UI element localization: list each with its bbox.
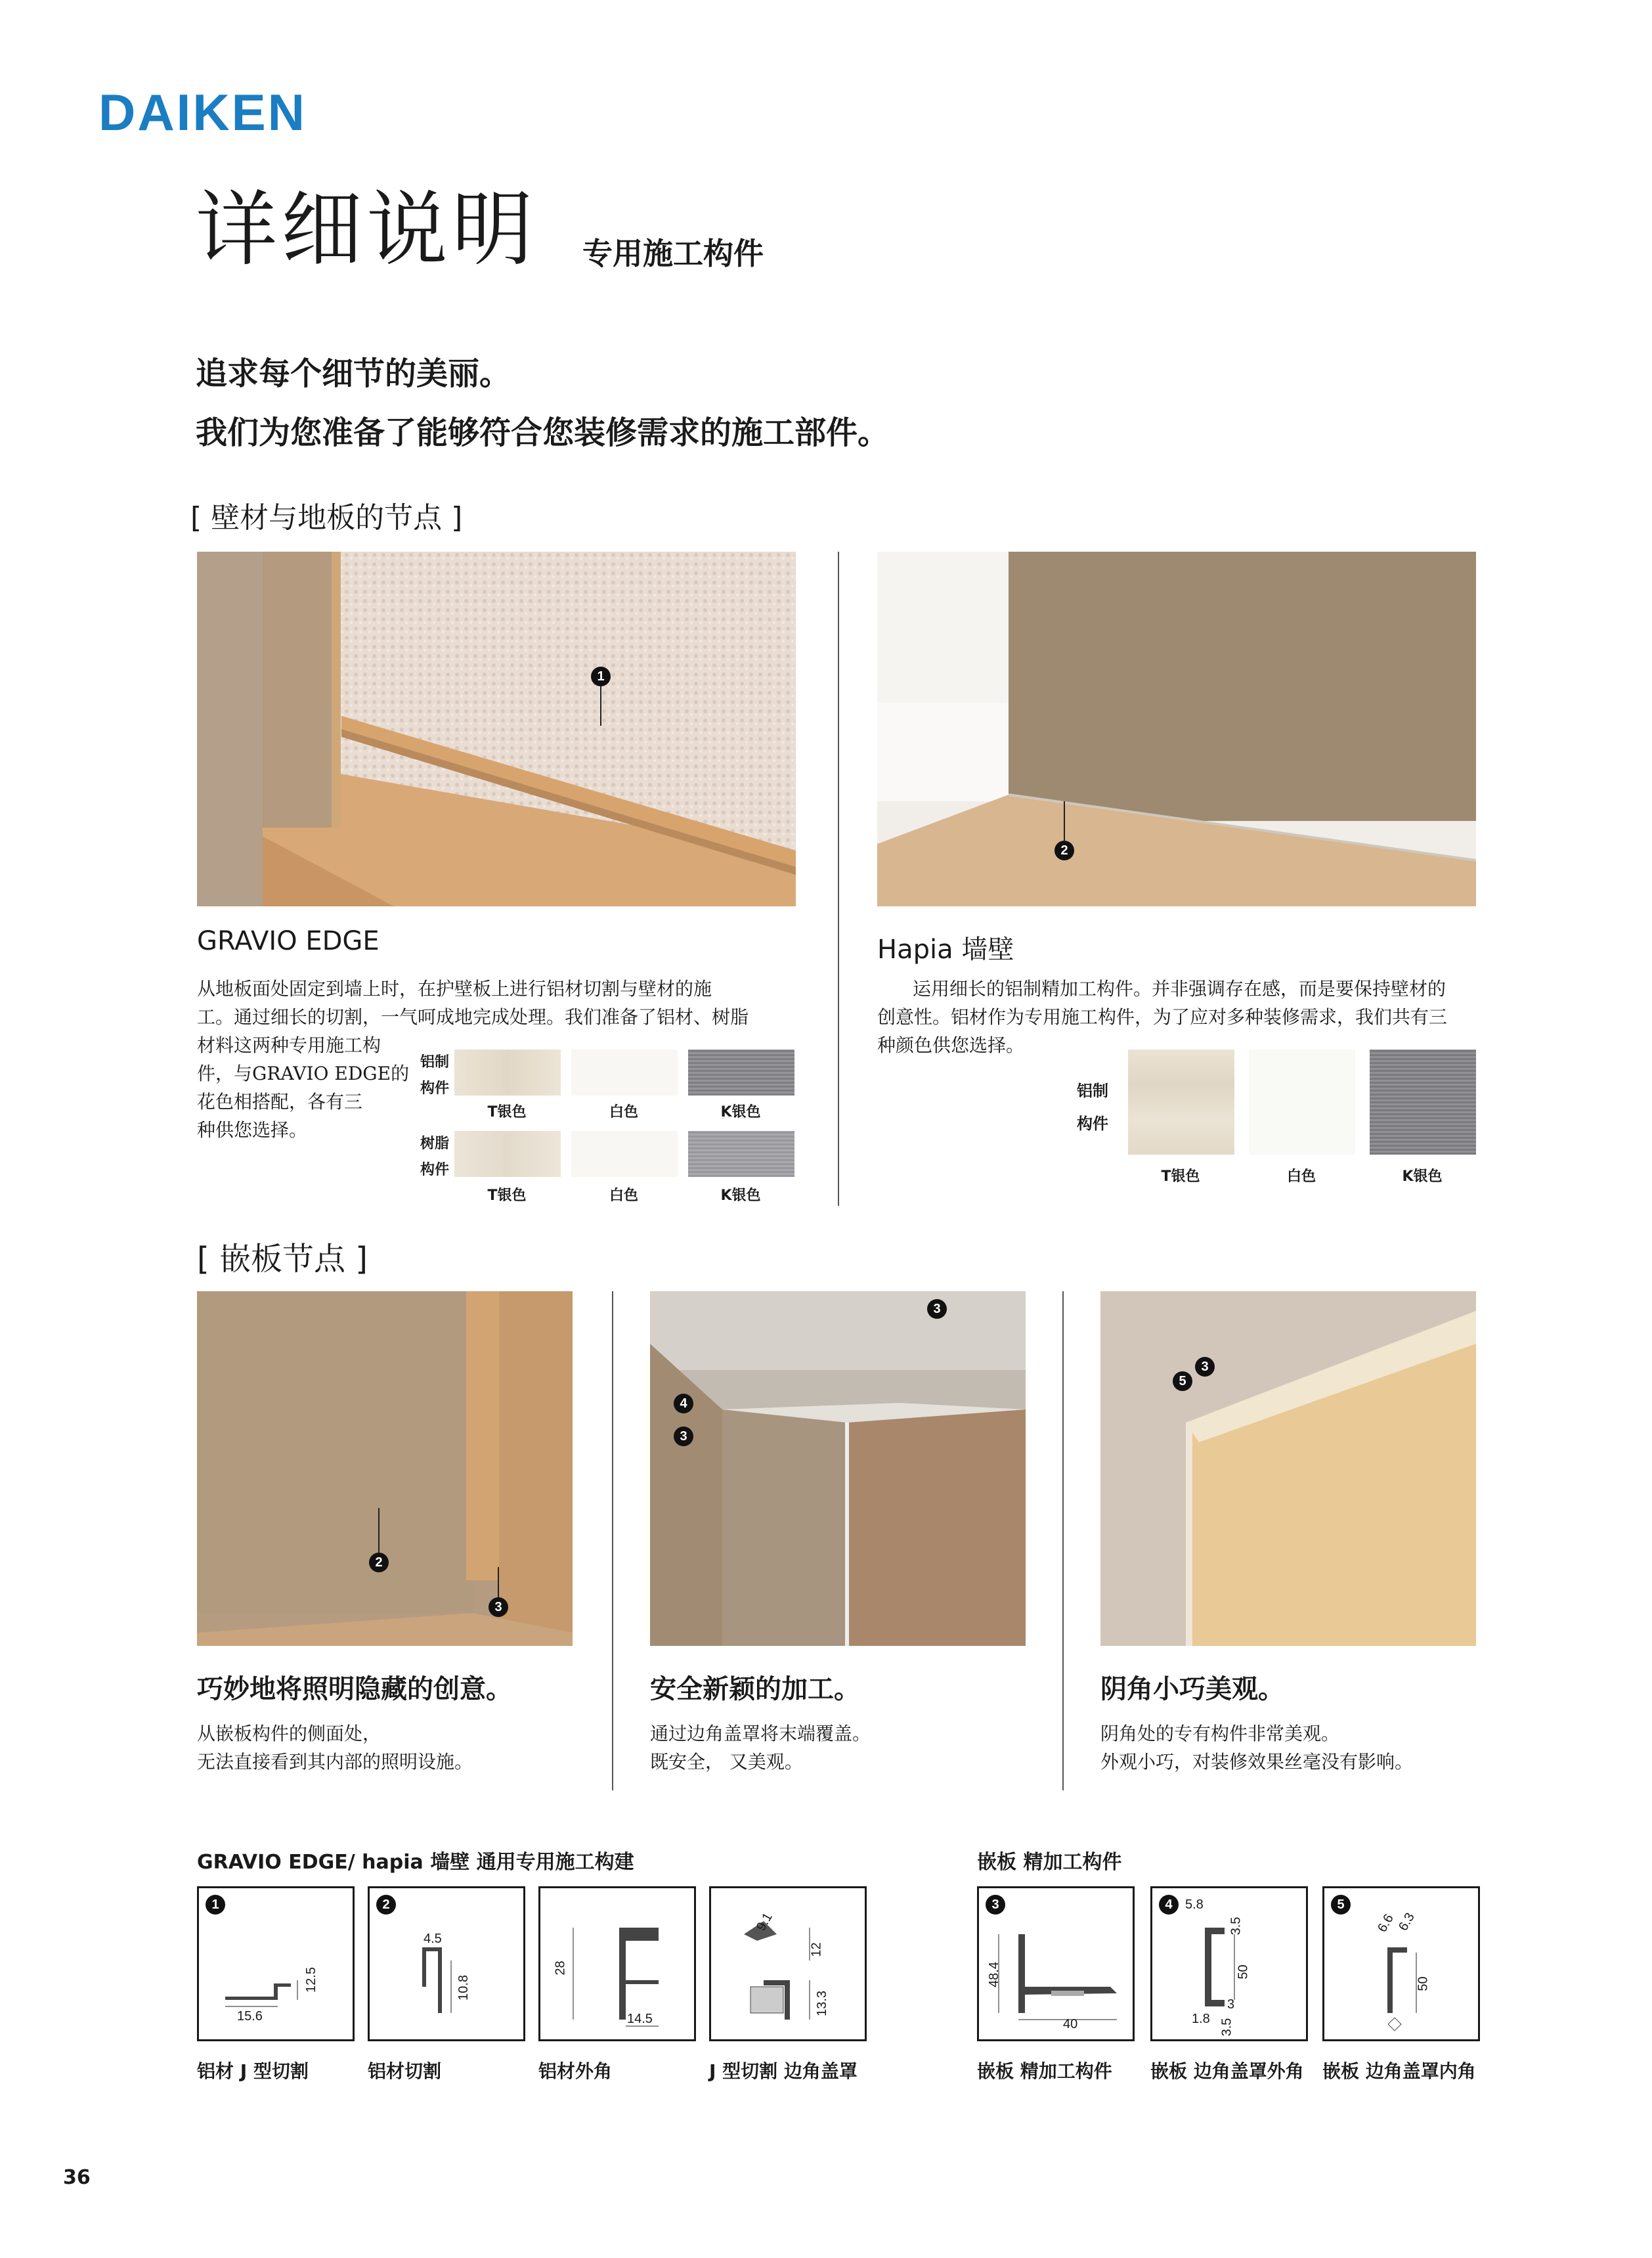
part-diagram-1 xyxy=(197,1886,355,2041)
gravio-edge-body-6: 种供您选择。 xyxy=(197,1119,308,1141)
part-label: J 型切割 边角盖罩 xyxy=(709,2060,858,2082)
swatch-t-silver xyxy=(454,1131,561,1177)
lead-line-2: 我们为您准备了能够符合您装修需求的施工部件。 xyxy=(196,414,890,451)
part-diagram-3 xyxy=(538,1886,696,2041)
dimension-label: 5.8 xyxy=(1185,1897,1204,1912)
swatch-label: T银色 xyxy=(487,1104,527,1120)
feature-text: 通过边角盖罩将末端覆盖。 xyxy=(650,1723,871,1744)
dimension-label: 50 xyxy=(1416,1976,1431,1991)
swatch-label: 白色 xyxy=(1286,1168,1316,1185)
part-diagram-2 xyxy=(368,1886,525,2041)
feature-title: 阴角小巧美观。 xyxy=(1100,1674,1284,1704)
page-number: 36 xyxy=(63,2166,91,2189)
dimension-label: 9.1 xyxy=(753,1910,775,1934)
swatch-white xyxy=(571,1131,678,1177)
part-diagram-5 xyxy=(977,1886,1135,2041)
swatch-label: 白色 xyxy=(609,1104,638,1120)
hapia-title: Hapia 墙壁 xyxy=(877,935,1014,965)
hapia-body-3: 种颜色供您选择。 xyxy=(877,1034,1025,1056)
part-diagram-6 xyxy=(1150,1886,1308,2041)
panel-inner-corner-photo xyxy=(1100,1291,1476,1646)
swatch-k-silver xyxy=(688,1131,794,1177)
swatch-label: K银色 xyxy=(1402,1168,1443,1185)
swatch-white xyxy=(1249,1050,1355,1155)
callout-badge: 3 xyxy=(1195,1357,1215,1377)
callout-badge: 3 xyxy=(674,1427,693,1446)
gravio-edge-body-3: 材料这两种专用施工构 xyxy=(197,1034,381,1056)
hapia-photo xyxy=(877,552,1476,906)
part-label: 铝材切割 xyxy=(368,2060,442,2082)
gravio-edge-photo xyxy=(197,552,796,906)
part-number-badge: 5 xyxy=(1331,1895,1351,1915)
callout-badge: 1 xyxy=(591,667,611,686)
part-label: 铝材外角 xyxy=(538,2060,613,2082)
swatch-label: K银色 xyxy=(720,1187,761,1204)
callout-badge: 2 xyxy=(1054,841,1074,860)
dimension-label: 3.5 xyxy=(1228,1916,1244,1936)
swatch-label: 白色 xyxy=(609,1187,638,1204)
callout-leader xyxy=(498,1567,499,1597)
callout-leader xyxy=(1064,801,1065,841)
panel-corner-cap-photo xyxy=(650,1291,1026,1646)
swatch-white xyxy=(571,1050,678,1096)
dimension-label: 40 xyxy=(1063,2017,1078,2031)
parts-heading-panel: 嵌板 精加工构件 xyxy=(977,1851,1122,1874)
panel-lighting-photo xyxy=(197,1291,573,1646)
dimension-label: 15.6 xyxy=(237,2009,263,2024)
swatch-t-silver xyxy=(1128,1050,1234,1155)
dimension-label: 13.3 xyxy=(814,1991,829,2016)
part-number-badge: 4 xyxy=(1159,1895,1179,1915)
feature-text: 无法直接看到其内部的照明设施。 xyxy=(197,1751,473,1773)
callout-leader xyxy=(600,686,601,726)
part-label: 嵌板 边角盖罩内角 xyxy=(1322,2060,1476,2082)
swatch-k-silver xyxy=(1370,1050,1476,1155)
section-heading-panel: [ 嵌板节点 ] xyxy=(197,1241,368,1277)
column-divider xyxy=(838,552,839,1206)
swatch-label: K银色 xyxy=(720,1104,761,1120)
part-label: 嵌板 边角盖罩外角 xyxy=(1150,2060,1304,2082)
swatch-label: T银色 xyxy=(487,1187,527,1204)
gravio-edge-body-5: 花色相搭配，各有三 xyxy=(197,1091,363,1113)
dimension-label: 12 xyxy=(809,1942,824,1957)
feature-text: 从嵌板构件的侧面处， xyxy=(197,1723,381,1744)
brand-logo: DAIKEN xyxy=(98,83,307,141)
lead-line-1: 追求每个细节的美丽。 xyxy=(196,355,511,392)
callout-badge: 5 xyxy=(1173,1371,1192,1391)
feature-text: 阴角处的专有构件非常美观。 xyxy=(1100,1723,1340,1744)
dimension-label: 14.5 xyxy=(627,2012,653,2026)
row-label-aluminum: 铝制 构件 xyxy=(1077,1082,1108,1133)
callout-badge: 4 xyxy=(674,1394,693,1413)
part-number-badge: 1 xyxy=(206,1895,225,1915)
feature-title: 安全新颖的加工。 xyxy=(650,1674,860,1704)
gravio-edge-body-1: 从地板面处固定到墙上时，在护壁板上进行铝材切割与壁材的施 xyxy=(197,978,712,1000)
column-divider xyxy=(1062,1291,1064,1790)
feature-text: 既安全， 又美观。 xyxy=(650,1751,803,1773)
dimension-label: 10.8 xyxy=(456,1975,471,2001)
row-label-resin: 树脂 构件 xyxy=(420,1136,450,1178)
column-divider xyxy=(612,1291,613,1790)
part-diagram-4 xyxy=(709,1886,867,2041)
page-title: 详细说明 xyxy=(196,183,538,277)
dimension-label: 6.3 xyxy=(1395,1910,1418,1934)
gravio-edge-body-2: 工。通过细长的切割，一气呵成地完成处理。我们准备了铝材、树脂 xyxy=(197,1006,749,1028)
dimension-label: 48.4 xyxy=(986,1962,1001,1987)
dimension-label: 12.5 xyxy=(303,1967,318,1993)
hapia-body-2: 创意性。铝材作为专用施工构件，为了应对多种装修需求，我们共有三 xyxy=(877,1006,1448,1028)
dimension-label: 3 xyxy=(1227,1997,1235,2012)
callout-badge: 3 xyxy=(927,1299,947,1319)
swatch-label: T银色 xyxy=(1161,1168,1200,1185)
swatch-t-silver xyxy=(454,1050,561,1096)
dimension-label: 28 xyxy=(553,1960,568,1976)
callout-leader xyxy=(378,1508,380,1553)
section-heading-wall-floor: [ 壁材与地板的节点 ] xyxy=(190,501,463,535)
gravio-edge-title: GRAVIO EDGE xyxy=(197,926,380,956)
callout-badge: 3 xyxy=(489,1597,508,1617)
dimension-label: 50 xyxy=(1236,1964,1251,1980)
dimension-label: 1.8 xyxy=(1192,2012,1210,2026)
dimension-label: 3.5 xyxy=(1219,2018,1234,2037)
gravio-edge-body-4: 件，与GRAVIO EDGE的 xyxy=(197,1063,410,1084)
parts-heading-common: GRAVIO EDGE/ hapia 墙壁 通用专用施工构建 xyxy=(197,1851,634,1874)
part-number-badge: 2 xyxy=(376,1895,396,1915)
dimension-label: 4.5 xyxy=(424,1932,442,1946)
page-subtitle: 专用施工构件 xyxy=(582,236,764,271)
swatch-k-silver xyxy=(688,1050,794,1096)
feature-text: 外观小巧，对装修效果丝毫没有影响。 xyxy=(1100,1751,1414,1773)
part-label: 铝材 J 型切割 xyxy=(197,2060,309,2082)
part-number-badge: 3 xyxy=(986,1895,1005,1915)
hapia-body-1: 运用细长的铝制精加工构件。并非强调存在感，而是要保持壁材的 xyxy=(913,978,1446,1000)
row-label-aluminum: 铝制 构件 xyxy=(420,1054,450,1097)
part-diagram-7 xyxy=(1322,1886,1480,2041)
part-label: 嵌板 精加工构件 xyxy=(977,2060,1112,2082)
dimension-label: 6.6 xyxy=(1374,1911,1397,1935)
feature-title: 巧妙地将照明隐藏的创意。 xyxy=(197,1674,512,1704)
callout-badge: 2 xyxy=(369,1553,389,1572)
